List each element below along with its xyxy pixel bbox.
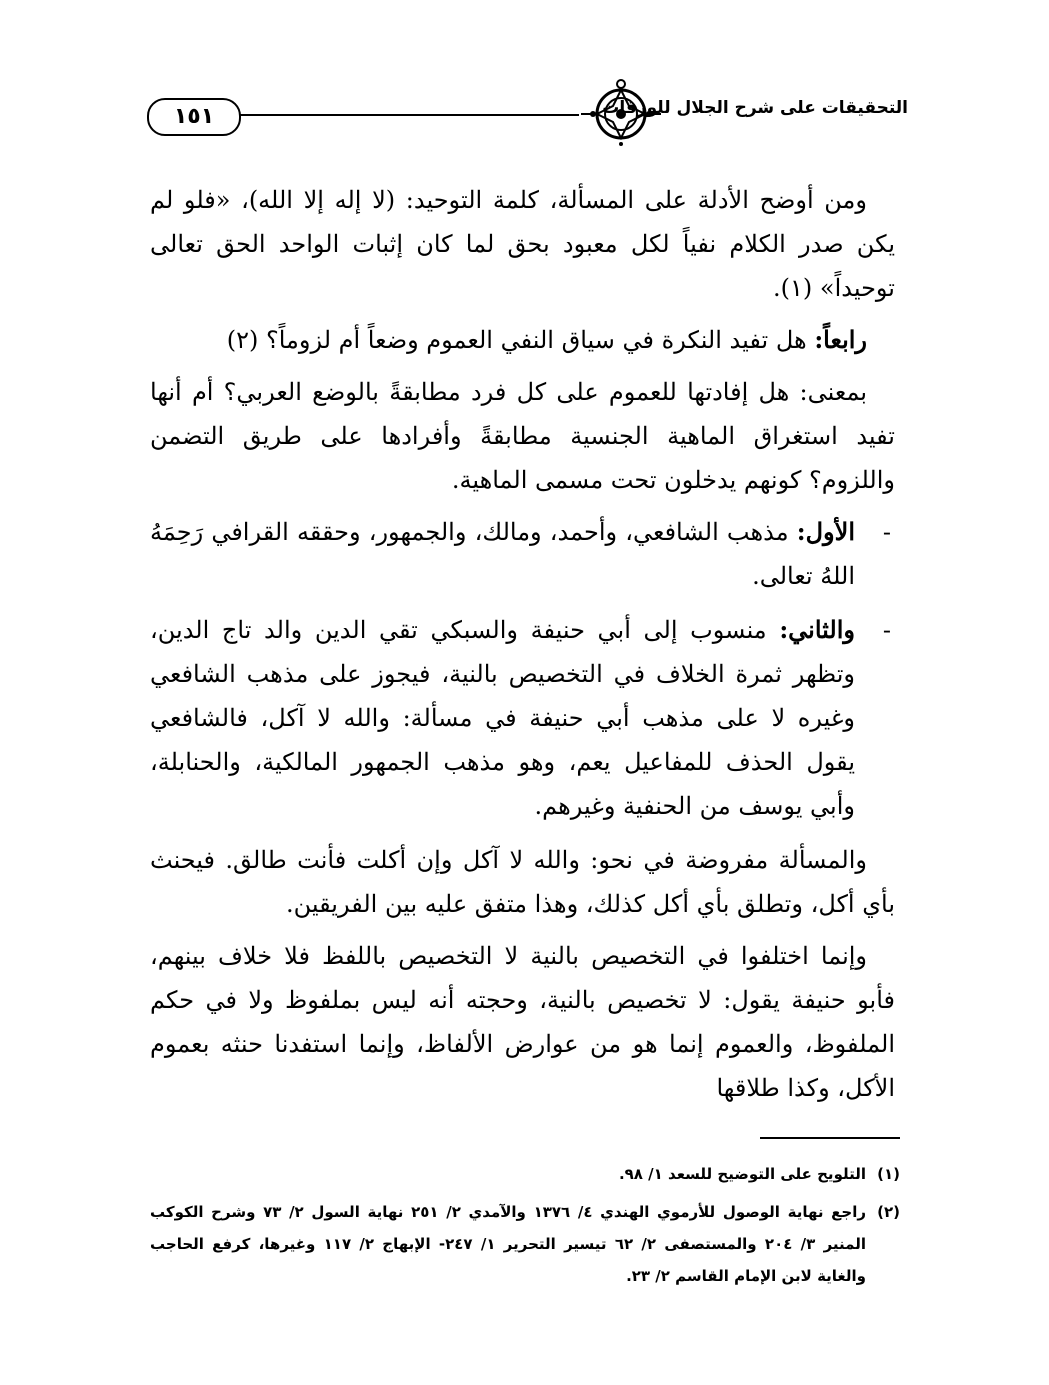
bullet-dash: - (882, 616, 891, 644)
page-header (135, 70, 910, 150)
section-question: هل تفيد النكرة في سياق النفي العموم وضعاً أم لزوماً؟ (٢) (226, 326, 807, 354)
main-text (150, 178, 895, 1118)
bullet-dash: - (882, 518, 891, 546)
page-number: ١٥١ (147, 98, 241, 136)
footnote-separator (760, 1137, 900, 1139)
header-rule (239, 114, 579, 116)
footnotes (150, 1158, 900, 1298)
paragraph: بمعنى: هل إفادتها للعموم على كل فرد مطابقةً بالوضع العربي؟ أم أنها تفيد استغراق الماهية الجنسية مطابقةً وأفرادها على طريق التضمن واللزوم؟ كونهم يدخلون تحت مسمى الماهية. (150, 378, 895, 494)
paragraph: وإنما اختلفوا في التخصيص بالنية لا التخصيص باللفظ فلا خلاف بينهم، فأبو حنيفة يقول: لا تخصيص بالنية، وحجته أنه ليس بملفوظ ولا في حكم الملفوظ، والعموم إنما هو من عوارض الألفاظ، وإنما استفدنا حنثه بعموم الأكل، وكذا طلاقها (150, 942, 895, 1102)
book-title: التحقيقات على شرح الجلال للورقات (602, 98, 908, 118)
bullet-term: الأول: (796, 517, 855, 546)
section-heading (150, 318, 895, 362)
footnote-text: راجع نهاية الوصول للأرموي الهندي ٤/ ١٣٧٦ والآمدي ٢/ ٢٥١ نهاية السول ٢/ ٧٣ وشرح الكوكب المنير ٣/ ٢٠٤ والمستصفى ٢/ ٦٢ تيسير التحرير ١/ ٢٤٧- الإبهاج ٢/ ١١٧ وغيرها، كرفع الحاجب والغاية لابن الإمام القاسم ٢/ ٢٣. (150, 1203, 867, 1285)
bullet-text: منسوب إلى أبي حنيفة والسبكي تقي الدين والد تاج الدين، وتظهر ثمرة الخلاف في التخصيص بالنية، فيجوز على مذهب الشافعي وغيره لا على مذهب أبي حنيفة في مسألة: والله لا آكل، فالشافعي يقول الحذف للمفاعيل يعم، وهو مذهب الجمهور المالكية، والحنابلة، وأبي يوسف من الحنفية وغيرهم. (150, 616, 855, 820)
bullet-term: والثاني: (779, 615, 855, 644)
bullet-text: مذهب الشافعي، وأحمد، ومالك، والجمهور، وحققه القرافي رَحِمَهُ اللهُ تعالى. (150, 518, 855, 590)
list-item (150, 510, 895, 598)
paragraph: والمسألة مفروضة في نحو: والله لا آكل وإن أكلت فأنت طالق. فيحنث بأي أكل، وتطلق بأي أكل كذلك، وهذا متفق عليه بين الفريقين. (150, 846, 895, 918)
list-item (150, 608, 895, 828)
paragraph: ومن أوضح الأدلة على المسألة، كلمة التوحيد: (لا إله إلا الله)، «فلو لم يكن صدر الكلام نفياً لكل معبود بحق لما كان إثبات الواحد الحق تعالى توحيداً» (١). (150, 186, 895, 302)
section-label: رابعاً: (814, 325, 867, 354)
footnote-number: (١) (877, 1165, 900, 1183)
footnote (150, 1158, 900, 1190)
footnote-text: التلويح على التوضيح للسعد ١/ ٩٨. (618, 1165, 866, 1183)
footnote (150, 1196, 900, 1292)
footnote-number: (٢) (877, 1203, 900, 1221)
